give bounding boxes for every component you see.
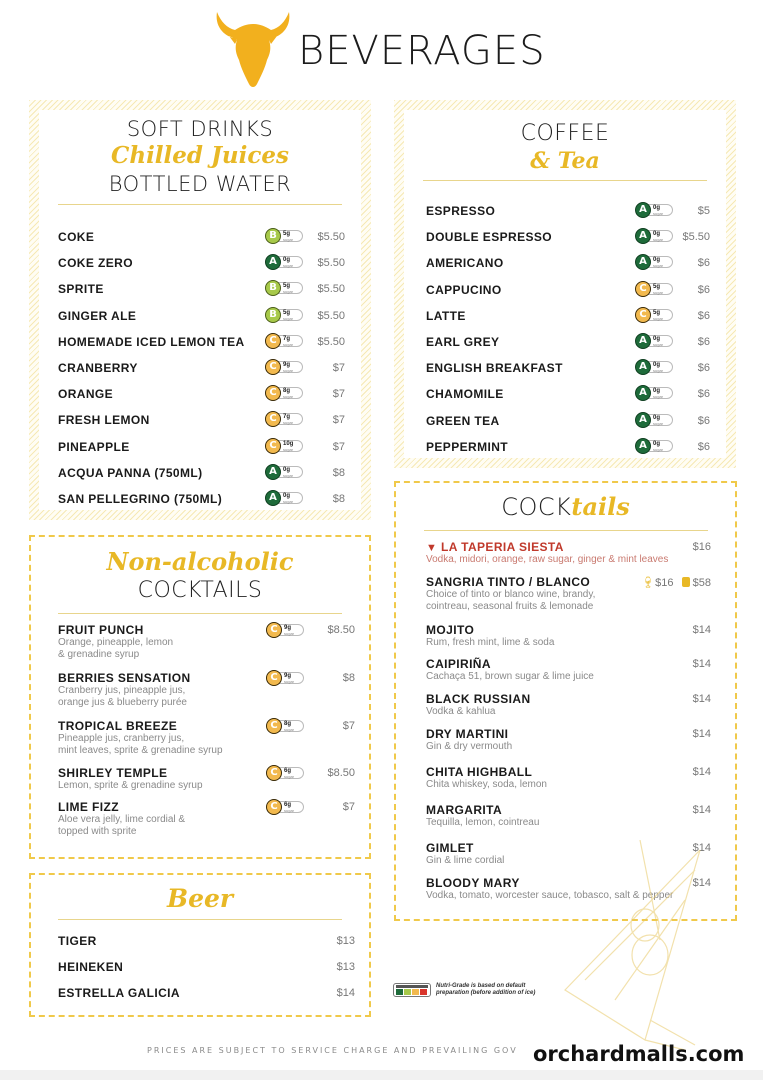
nutri-grade-badge (265, 411, 305, 427)
menu-item (39, 280, 361, 300)
menu-item (404, 307, 726, 327)
nutri-grade-badge (635, 359, 675, 375)
sugar-level: 9g sugar (278, 624, 304, 636)
item-name: GIMLET (426, 841, 474, 855)
note-line-1: Nutri-Grade is based on default (436, 983, 526, 989)
nutri-grade-badge (266, 718, 306, 734)
item-description: Gin & lime cordial (426, 855, 505, 866)
sugar-value: 9g (283, 362, 291, 368)
nutri-grade-badge (635, 438, 675, 454)
grade-circle: A (635, 385, 651, 401)
item-price: $5.50 (317, 231, 345, 243)
nutri-grade-badge (265, 490, 305, 506)
nutri-grade-badge (265, 307, 305, 323)
item-name: FRESH LEMON (58, 413, 150, 428)
item-name: FRUIT PUNCH (58, 623, 144, 637)
item-price: $6 (697, 388, 710, 401)
coffee-tea-panel (394, 100, 736, 468)
sugar-value: 9g (284, 625, 292, 631)
grade-circle: A (635, 412, 651, 428)
item-name: ESPRESSO (426, 204, 496, 218)
grade-circle: B (265, 280, 281, 296)
grade-circle: A (635, 228, 651, 244)
item-price: $16 (692, 541, 711, 553)
menu-item (39, 254, 361, 274)
nutri-grade-legend (393, 983, 593, 999)
item-name: SPRITE (58, 282, 104, 297)
item-price: $7 (332, 388, 345, 401)
item-price: $7 (332, 362, 345, 374)
menu-item (404, 412, 726, 432)
sugar-value: 5g (653, 283, 661, 290)
sugar-value: 5g (283, 283, 291, 290)
nutri-grade-badge (265, 254, 305, 270)
item-price: $14 (336, 987, 355, 999)
item-price: $14 (692, 804, 711, 816)
item-name: CHITA HIGHBALL (426, 765, 533, 779)
item-name: MARGARITA (426, 803, 503, 817)
sugar-level: 5g sugar (277, 282, 303, 294)
divider (58, 919, 342, 920)
nutri-grade-badge (635, 228, 675, 244)
sugar-level: 6g sugar (278, 767, 304, 779)
item-price: $6 (697, 440, 710, 453)
item-name: BLOODY MARY (426, 876, 520, 890)
sugar-level: 0g sugar (277, 492, 303, 504)
grade-circle: A (635, 438, 651, 454)
menu-item (404, 228, 726, 248)
item-name: COKE ZERO (58, 256, 133, 271)
nutri-grade-badge (265, 359, 305, 375)
grade-circle: A (635, 359, 651, 375)
item-price: $13 (336, 935, 355, 947)
sugar-value: 0g (653, 231, 661, 238)
item-price: $14 (692, 842, 711, 854)
beer-panel (29, 873, 371, 1017)
item-name: TROPICAL BREEZE (58, 719, 178, 733)
item-price: $7 (342, 720, 355, 732)
menu-item (396, 575, 735, 615)
item-price: $6 (697, 336, 710, 348)
nutri-grade-badge (635, 254, 675, 270)
item-price: $6 (697, 257, 710, 270)
sugar-level: 0g sugar (647, 256, 673, 268)
sugar-value: 7g (283, 414, 291, 421)
grade-circle: A (635, 202, 651, 218)
item-price: $13 (336, 961, 355, 973)
item-description: Pineapple jus, cranberry jus, (58, 733, 185, 744)
item-price: $6 (697, 283, 710, 296)
nutri-grade-note (436, 983, 535, 997)
item-name: CAIPIRIÑA (426, 657, 491, 671)
item-name: ORANGE (58, 387, 114, 402)
menu-item (404, 281, 726, 301)
sugar-level: 0g sugar (647, 440, 673, 452)
divider (58, 613, 342, 614)
sugar-level: 5g sugar (277, 230, 303, 242)
grade-circle: C (635, 307, 651, 323)
menu-item (39, 228, 361, 248)
section-title (396, 491, 735, 524)
item-name: TIGER (58, 934, 97, 948)
grade-circle: C (266, 670, 282, 686)
nutri-grade-badge (265, 280, 305, 296)
item-name: GREEN TEA (426, 413, 500, 428)
item-name: ACQUA PANNA (750ML) (58, 465, 203, 480)
sugar-level: 0g sugar (277, 256, 303, 268)
item-description: Aloe vera jelly, lime cordial & (58, 814, 186, 825)
item-price: $5.50 (317, 335, 345, 348)
grade-circle: C (265, 411, 281, 427)
item-name: ENGLISH BREAKFAST (426, 361, 563, 376)
grade-circle: C (266, 765, 282, 781)
menu-item (31, 671, 369, 715)
sugar-level: 10g sugar (277, 440, 303, 452)
item-description: Cranberry jus, pineapple jus, (58, 685, 186, 696)
nutri-grade-badge (266, 622, 306, 638)
section-subtitle: & Tea (530, 148, 600, 174)
item-price: $7 (332, 414, 345, 427)
item-name: ESTRELLA GALICIA (58, 986, 180, 1000)
nutri-grade-badge (265, 333, 305, 349)
nutri-grade-badge (635, 333, 675, 349)
menu-item (39, 385, 361, 405)
item-name: BLACK RUSSIAN (426, 692, 531, 706)
item-price: $14 (692, 693, 711, 705)
menu-item (396, 765, 735, 805)
sugar-value: 0g (653, 205, 661, 211)
sugar-value: 5g (283, 231, 291, 237)
item-name: BERRIES SENSATION (58, 671, 191, 685)
item-name: PINEAPPLE (58, 439, 130, 454)
menu-item (396, 841, 735, 881)
sugar-level: 0g sugar (277, 466, 303, 478)
menu-item (39, 411, 361, 431)
menu-item (396, 727, 735, 767)
item-name: AMERICANO (426, 256, 504, 271)
item-price: $14 (692, 658, 711, 670)
grade-circle: C (265, 438, 281, 454)
section-subtitle: COCKTAILS (137, 578, 263, 603)
section-title: SOFT DRINKS (126, 117, 274, 141)
section-title: Beer (166, 884, 234, 913)
sugar-value: 5g (283, 309, 291, 316)
item-price: $8 (332, 466, 345, 479)
item-price: $5.50 (317, 257, 345, 270)
menu-item (39, 359, 361, 379)
bull-head-icon (213, 10, 293, 88)
grade-circle: A (265, 464, 281, 480)
divider (423, 180, 707, 181)
sugar-level: 8g sugar (278, 720, 304, 732)
divider (58, 204, 342, 205)
menu-item (31, 986, 369, 1004)
nutri-grade-badge (635, 202, 675, 218)
sugar-value: 9g (284, 673, 292, 679)
item-description: Rum, fresh mint, lime & soda (426, 637, 555, 648)
note-line-2: preparation (before addition of ice) (436, 990, 536, 996)
sugar-level: 5g sugar (647, 283, 673, 295)
menu-item (404, 202, 726, 222)
sugar-level: 7g sugar (277, 335, 303, 347)
item-description: Vodka & kahlua (426, 706, 496, 717)
nutri-grade-badge (266, 799, 306, 815)
menu-item (31, 623, 369, 667)
item-name: SAN PELLEGRINO (750ML) (58, 492, 223, 506)
sugar-value: 0g (283, 493, 291, 499)
sugar-level: 5g sugar (647, 309, 673, 321)
grade-circle: C (265, 333, 281, 349)
item-name: DOUBLE ESPRESSO (426, 230, 553, 245)
section-subtitle: Chilled Juices (111, 142, 289, 169)
item-price: $14 (692, 877, 711, 889)
nutri-grade-badge (265, 438, 305, 454)
item-name: SHIRLEY TEMPLE (58, 766, 168, 780)
item-description: Choice of tinto or blanco wine, brandy, (426, 589, 596, 600)
menu-item (31, 800, 369, 844)
menu-item (39, 307, 361, 327)
item-price: $8.50 (327, 767, 355, 779)
menu-item (39, 464, 361, 484)
item-name: CHAMOMILE (426, 387, 504, 402)
sugar-level: 0g sugar (647, 204, 673, 216)
nutri-grade-badge (635, 281, 675, 297)
soft-drinks-panel (29, 100, 371, 520)
item-name: GINGER ALE (58, 308, 137, 323)
nutri-grade-badge (635, 307, 675, 323)
nutri-grade-badge (266, 670, 306, 686)
sugar-level: 0g sugar (647, 361, 673, 373)
sugar-level: 7g sugar (277, 413, 303, 425)
menu-item (396, 540, 735, 580)
sugar-value: 0g (653, 414, 661, 421)
sugar-value: 7g (283, 335, 291, 342)
item-description: Chita whiskey, soda, lemon (426, 779, 547, 790)
item-name-text: LA TAPERIA SIESTA (441, 540, 564, 554)
cocktails-panel (394, 481, 737, 921)
nutri-grade-badge (265, 385, 305, 401)
grade-circle: C (266, 622, 282, 638)
sugar-value: 0g (653, 257, 661, 264)
menu-item (39, 438, 361, 458)
item-price: $14 (692, 624, 711, 636)
menu-item (404, 385, 726, 405)
jug-price: $58 (692, 577, 711, 589)
item-description: Cachaça 51, brown sugar & lime juice (426, 671, 594, 682)
item-price: $5.50 (317, 309, 345, 322)
item-name: EARL GREY (426, 335, 500, 349)
sugar-level: 5g sugar (277, 309, 303, 321)
item-description: Lemon, sprite & grenadine syrup (58, 780, 203, 791)
item-description: Orange, pineapple, lemon (58, 637, 174, 648)
grade-circle: A (265, 254, 281, 270)
item-price (641, 576, 711, 589)
sugar-value: 6g (284, 768, 292, 774)
item-price: $7 (332, 440, 345, 453)
sugar-level: 0g sugar (647, 335, 673, 347)
menu-item (396, 657, 735, 697)
item-price: $7 (342, 801, 355, 813)
item-name: MOJITO (426, 623, 475, 637)
sugar-value: 0g (283, 257, 291, 264)
sugar-value: 6g (284, 802, 292, 808)
sugar-level: 9g sugar (278, 672, 304, 684)
grade-circle: C (265, 385, 281, 401)
item-name: LATTE (426, 308, 466, 323)
item-name: DRY MARTINI (426, 727, 509, 741)
item-name: CAPPUCINO (426, 282, 502, 297)
item-price: $8.50 (327, 624, 355, 636)
sugar-level: 6g sugar (278, 801, 304, 813)
menu-item (404, 438, 726, 458)
item-name: LIME FIZZ (58, 800, 119, 814)
footer-note: PRICES ARE SUBJECT TO SERVICE CHARGE AND PREVAILING GOV (147, 1046, 518, 1055)
item-description: cointreau, seasonal fruits & lemonade (426, 601, 594, 612)
sugar-value: 8g (283, 388, 291, 395)
item-description: mint leaves, sprite & grenadine syrup (58, 745, 223, 756)
menu-item (31, 719, 369, 763)
non-alcoholic-panel (29, 535, 371, 859)
nutri-grade-badge (265, 464, 305, 480)
grade-circle: A (265, 490, 281, 506)
item-description: Vodka, midori, orange, raw sugar, ginger & mint leaves (426, 554, 669, 565)
menu-item (404, 254, 726, 274)
jug-icon (682, 577, 690, 587)
bull-head-icon: ▼ (426, 542, 438, 554)
menu-item (396, 692, 735, 732)
item-price: $5.50 (317, 283, 345, 296)
item-name: COKE (58, 230, 95, 244)
item-name: PEPPERMINT (426, 439, 509, 454)
sugar-level: 0g sugar (647, 414, 673, 426)
sugar-value: 0g (653, 388, 661, 395)
section-title: COFFEE (520, 121, 610, 146)
menu-item (404, 359, 726, 379)
divider (424, 530, 708, 531)
item-name (426, 540, 564, 554)
item-name: SANGRIA TINTO / BLANCO (426, 575, 591, 589)
menu-item (31, 960, 369, 978)
grade-circle: A (635, 333, 651, 349)
item-price: $5.50 (682, 231, 710, 244)
section-title: BOTTLED WATER (108, 172, 292, 196)
sugar-value: 5g (653, 309, 661, 316)
page-title: BEVERAGES (298, 28, 546, 74)
menu-item (396, 803, 735, 843)
menu-item (31, 934, 369, 952)
sugar-level: 8g sugar (277, 387, 303, 399)
menu-item (404, 333, 726, 353)
nutri-grade-badge (265, 228, 305, 244)
wine-glass-icon: 🍷︎ (641, 577, 656, 589)
glass-price: $16 (655, 577, 674, 589)
sugar-level: 9g sugar (277, 361, 303, 373)
title-plain: COCK (501, 493, 572, 521)
menu-item (396, 876, 735, 916)
item-price: $6 (697, 414, 710, 427)
sugar-value: 0g (653, 362, 661, 369)
item-description: Tequilla, lemon, cointreau (426, 817, 540, 828)
item-description: Gin & dry vermouth (426, 741, 513, 752)
sugar-level: 0g sugar (647, 387, 673, 399)
grade-circle: C (635, 281, 651, 297)
item-price: $8 (342, 672, 355, 684)
menu-item (39, 333, 361, 353)
item-price: $14 (692, 766, 711, 778)
sugar-value: 0g (653, 336, 661, 342)
grade-circle: B (265, 228, 281, 244)
nutri-grade-badge (393, 983, 431, 997)
item-name: HEINEKEN (58, 960, 124, 974)
title-script: tails (571, 492, 630, 521)
item-description: & grenadine syrup (58, 649, 140, 660)
grade-circle: A (635, 254, 651, 270)
sugar-value: 0g (653, 440, 661, 447)
menu-item (39, 490, 361, 510)
nutri-grade-badge (635, 385, 675, 401)
grade-circle: C (266, 718, 282, 734)
item-description: topped with sprite (58, 826, 137, 837)
grade-circle: B (265, 307, 281, 323)
nutri-grade-badge (266, 765, 306, 781)
page-header (0, 0, 763, 95)
sugar-value: 8g (284, 721, 292, 727)
sugar-level: 0g sugar (647, 230, 673, 242)
item-price: $14 (692, 728, 711, 740)
item-price: $6 (697, 362, 710, 375)
sugar-value: 0g (283, 466, 291, 473)
watermark: orchardmalls.com (533, 1042, 745, 1066)
sugar-value: 10g (283, 440, 294, 447)
grade-circle: C (266, 799, 282, 815)
item-price: $6 (697, 309, 710, 322)
item-price: $8 (332, 493, 345, 505)
item-name: HOMEMADE ICED LEMON TEA (58, 334, 245, 349)
item-description: orange jus & blueberry purée (58, 697, 187, 708)
item-description: Vodka, tomato, worcester sauce, tobasco, salt & pepper (426, 890, 674, 901)
item-price: $5 (697, 205, 710, 217)
nutri-grade-badge (635, 412, 675, 428)
grade-circle: C (265, 359, 281, 375)
section-title: Non-alcoholic (106, 547, 294, 576)
bottom-strip (0, 1070, 763, 1080)
item-name: CRANBERRY (58, 361, 138, 375)
